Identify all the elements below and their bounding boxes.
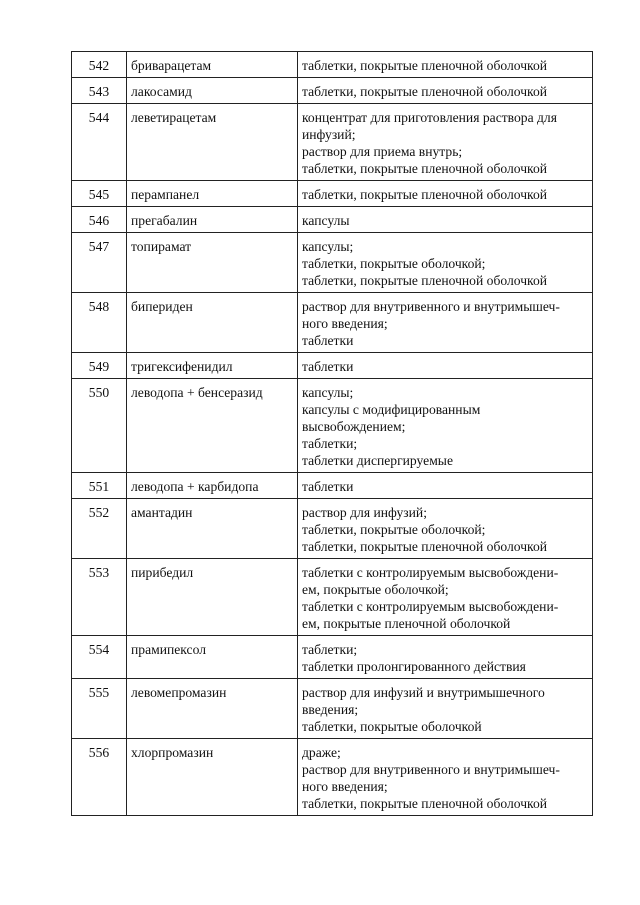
- dosage-form-line: капсулы;: [302, 385, 354, 400]
- drug-name: бипериден: [127, 293, 298, 353]
- drug-name: прамипексол: [127, 636, 298, 679]
- dosage-forms: [298, 636, 593, 679]
- dosage-form-line: таблетки, покрытые пленочной оболочкой: [302, 187, 548, 202]
- dosage-form-line: ем, покрытые оболочкой;: [302, 582, 449, 597]
- dosage-form-line: инфузий;: [302, 127, 356, 142]
- drug-name: лакосамид: [127, 78, 298, 104]
- dosage-form-line: таблетки с контролируемым высвобождени-: [302, 599, 559, 614]
- dosage-form-line: раствор для внутривенного и внутримышеч-: [302, 762, 560, 777]
- dosage-form-line: таблетки, покрытые пленочной оболочкой: [302, 161, 548, 176]
- dosage-form-line: таблетки, покрытые пленочной оболочкой: [302, 84, 548, 99]
- dosage-forms: [298, 559, 593, 636]
- drug-name: бриварацетам: [127, 52, 298, 78]
- dosage-form-line: таблетки, покрытые пленочной оболочкой: [302, 539, 548, 554]
- row-number: 552: [72, 499, 127, 559]
- dosage-forms: [298, 78, 593, 104]
- drug-name: леветирацетам: [127, 104, 298, 181]
- dosage-form-line: таблетки, покрытые пленочной оболочкой: [302, 273, 548, 288]
- dosage-forms: [298, 473, 593, 499]
- table-row: [72, 207, 593, 233]
- dosage-forms: [298, 739, 593, 816]
- dosage-form-line: таблетки, покрытые оболочкой: [302, 719, 482, 734]
- drug-name: тригексифенидил: [127, 353, 298, 379]
- dosage-form-line: таблетки, покрытые оболочкой;: [302, 522, 486, 537]
- dosage-forms: [298, 353, 593, 379]
- dosage-forms: [298, 207, 593, 233]
- dosage-forms: [298, 379, 593, 473]
- table-row: [72, 293, 593, 353]
- table-row: [72, 233, 593, 293]
- dosage-form-line: таблетки: [302, 479, 354, 494]
- table-row: [72, 636, 593, 679]
- dosage-form-line: ного введения;: [302, 316, 388, 331]
- dosage-forms: [298, 104, 593, 181]
- dosage-form-line: таблетки диспергируемые: [302, 453, 453, 468]
- dosage-form-line: ем, покрытые пленочной оболочкой: [302, 616, 511, 631]
- dosage-forms: [298, 233, 593, 293]
- row-number: 546: [72, 207, 127, 233]
- drug-name: прегабалин: [127, 207, 298, 233]
- table-row: [72, 679, 593, 739]
- table-row: [72, 739, 593, 816]
- table-row: [72, 473, 593, 499]
- dosage-form-line: капсулы с модифицированным: [302, 402, 481, 417]
- row-number: 542: [72, 52, 127, 78]
- table-row: [72, 559, 593, 636]
- dosage-forms: [298, 52, 593, 78]
- table-row: [72, 499, 593, 559]
- dosage-form-line: высвобождением;: [302, 419, 406, 434]
- row-number: 548: [72, 293, 127, 353]
- dosage-form-line: капсулы: [302, 213, 350, 228]
- drug-name: амантадин: [127, 499, 298, 559]
- table-row: [72, 78, 593, 104]
- dosage-form-line: таблетки: [302, 359, 354, 374]
- row-number: 543: [72, 78, 127, 104]
- dosage-form-line: раствор для внутривенного и внутримышеч-: [302, 299, 560, 314]
- dosage-form-line: таблетки;: [302, 436, 358, 451]
- dosage-form-line: раствор для приема внутрь;: [302, 144, 463, 159]
- dosage-forms: [298, 679, 593, 739]
- drug-name: топирамат: [127, 233, 298, 293]
- dosage-forms: [298, 499, 593, 559]
- row-number: 550: [72, 379, 127, 473]
- row-number: 545: [72, 181, 127, 207]
- drug-name: левомепромазин: [127, 679, 298, 739]
- table-row: [72, 52, 593, 78]
- dosage-form-line: ного введения;: [302, 779, 388, 794]
- row-number: 556: [72, 739, 127, 816]
- dosage-form-line: таблетки;: [302, 642, 358, 657]
- drug-name: пирибедил: [127, 559, 298, 636]
- dosage-form-line: драже;: [302, 745, 341, 760]
- row-number: 547: [72, 233, 127, 293]
- dosage-form-line: таблетки, покрытые пленочной оболочкой: [302, 796, 548, 811]
- drug-name: леводопа + карбидопа: [127, 473, 298, 499]
- medications-table: [71, 51, 593, 816]
- dosage-form-line: раствор для инфузий и внутримышечного: [302, 685, 545, 700]
- drug-name: леводопа + бенсеразид: [127, 379, 298, 473]
- table-row: [72, 181, 593, 207]
- row-number: 549: [72, 353, 127, 379]
- dosage-form-line: концентрат для приготовления раствора для: [302, 110, 557, 125]
- row-number: 555: [72, 679, 127, 739]
- row-number: 551: [72, 473, 127, 499]
- medications-table-body: [72, 52, 593, 816]
- dosage-form-line: введения;: [302, 702, 359, 717]
- dosage-form-line: таблетки, покрытые оболочкой;: [302, 256, 486, 271]
- row-number: 554: [72, 636, 127, 679]
- table-row: [72, 353, 593, 379]
- dosage-forms: [298, 181, 593, 207]
- dosage-form-line: таблетки пролонгированного действия: [302, 659, 526, 674]
- row-number: 553: [72, 559, 127, 636]
- dosage-forms: [298, 293, 593, 353]
- dosage-form-line: таблетки, покрытые пленочной оболочкой: [302, 58, 548, 73]
- table-row: [72, 379, 593, 473]
- row-number: 544: [72, 104, 127, 181]
- drug-name: перампанел: [127, 181, 298, 207]
- drug-name: хлорпромазин: [127, 739, 298, 816]
- dosage-form-line: раствор для инфузий;: [302, 505, 427, 520]
- dosage-form-line: капсулы;: [302, 239, 354, 254]
- table-row: [72, 104, 593, 181]
- dosage-form-line: таблетки: [302, 333, 354, 348]
- dosage-form-line: таблетки с контролируемым высвобождени-: [302, 565, 559, 580]
